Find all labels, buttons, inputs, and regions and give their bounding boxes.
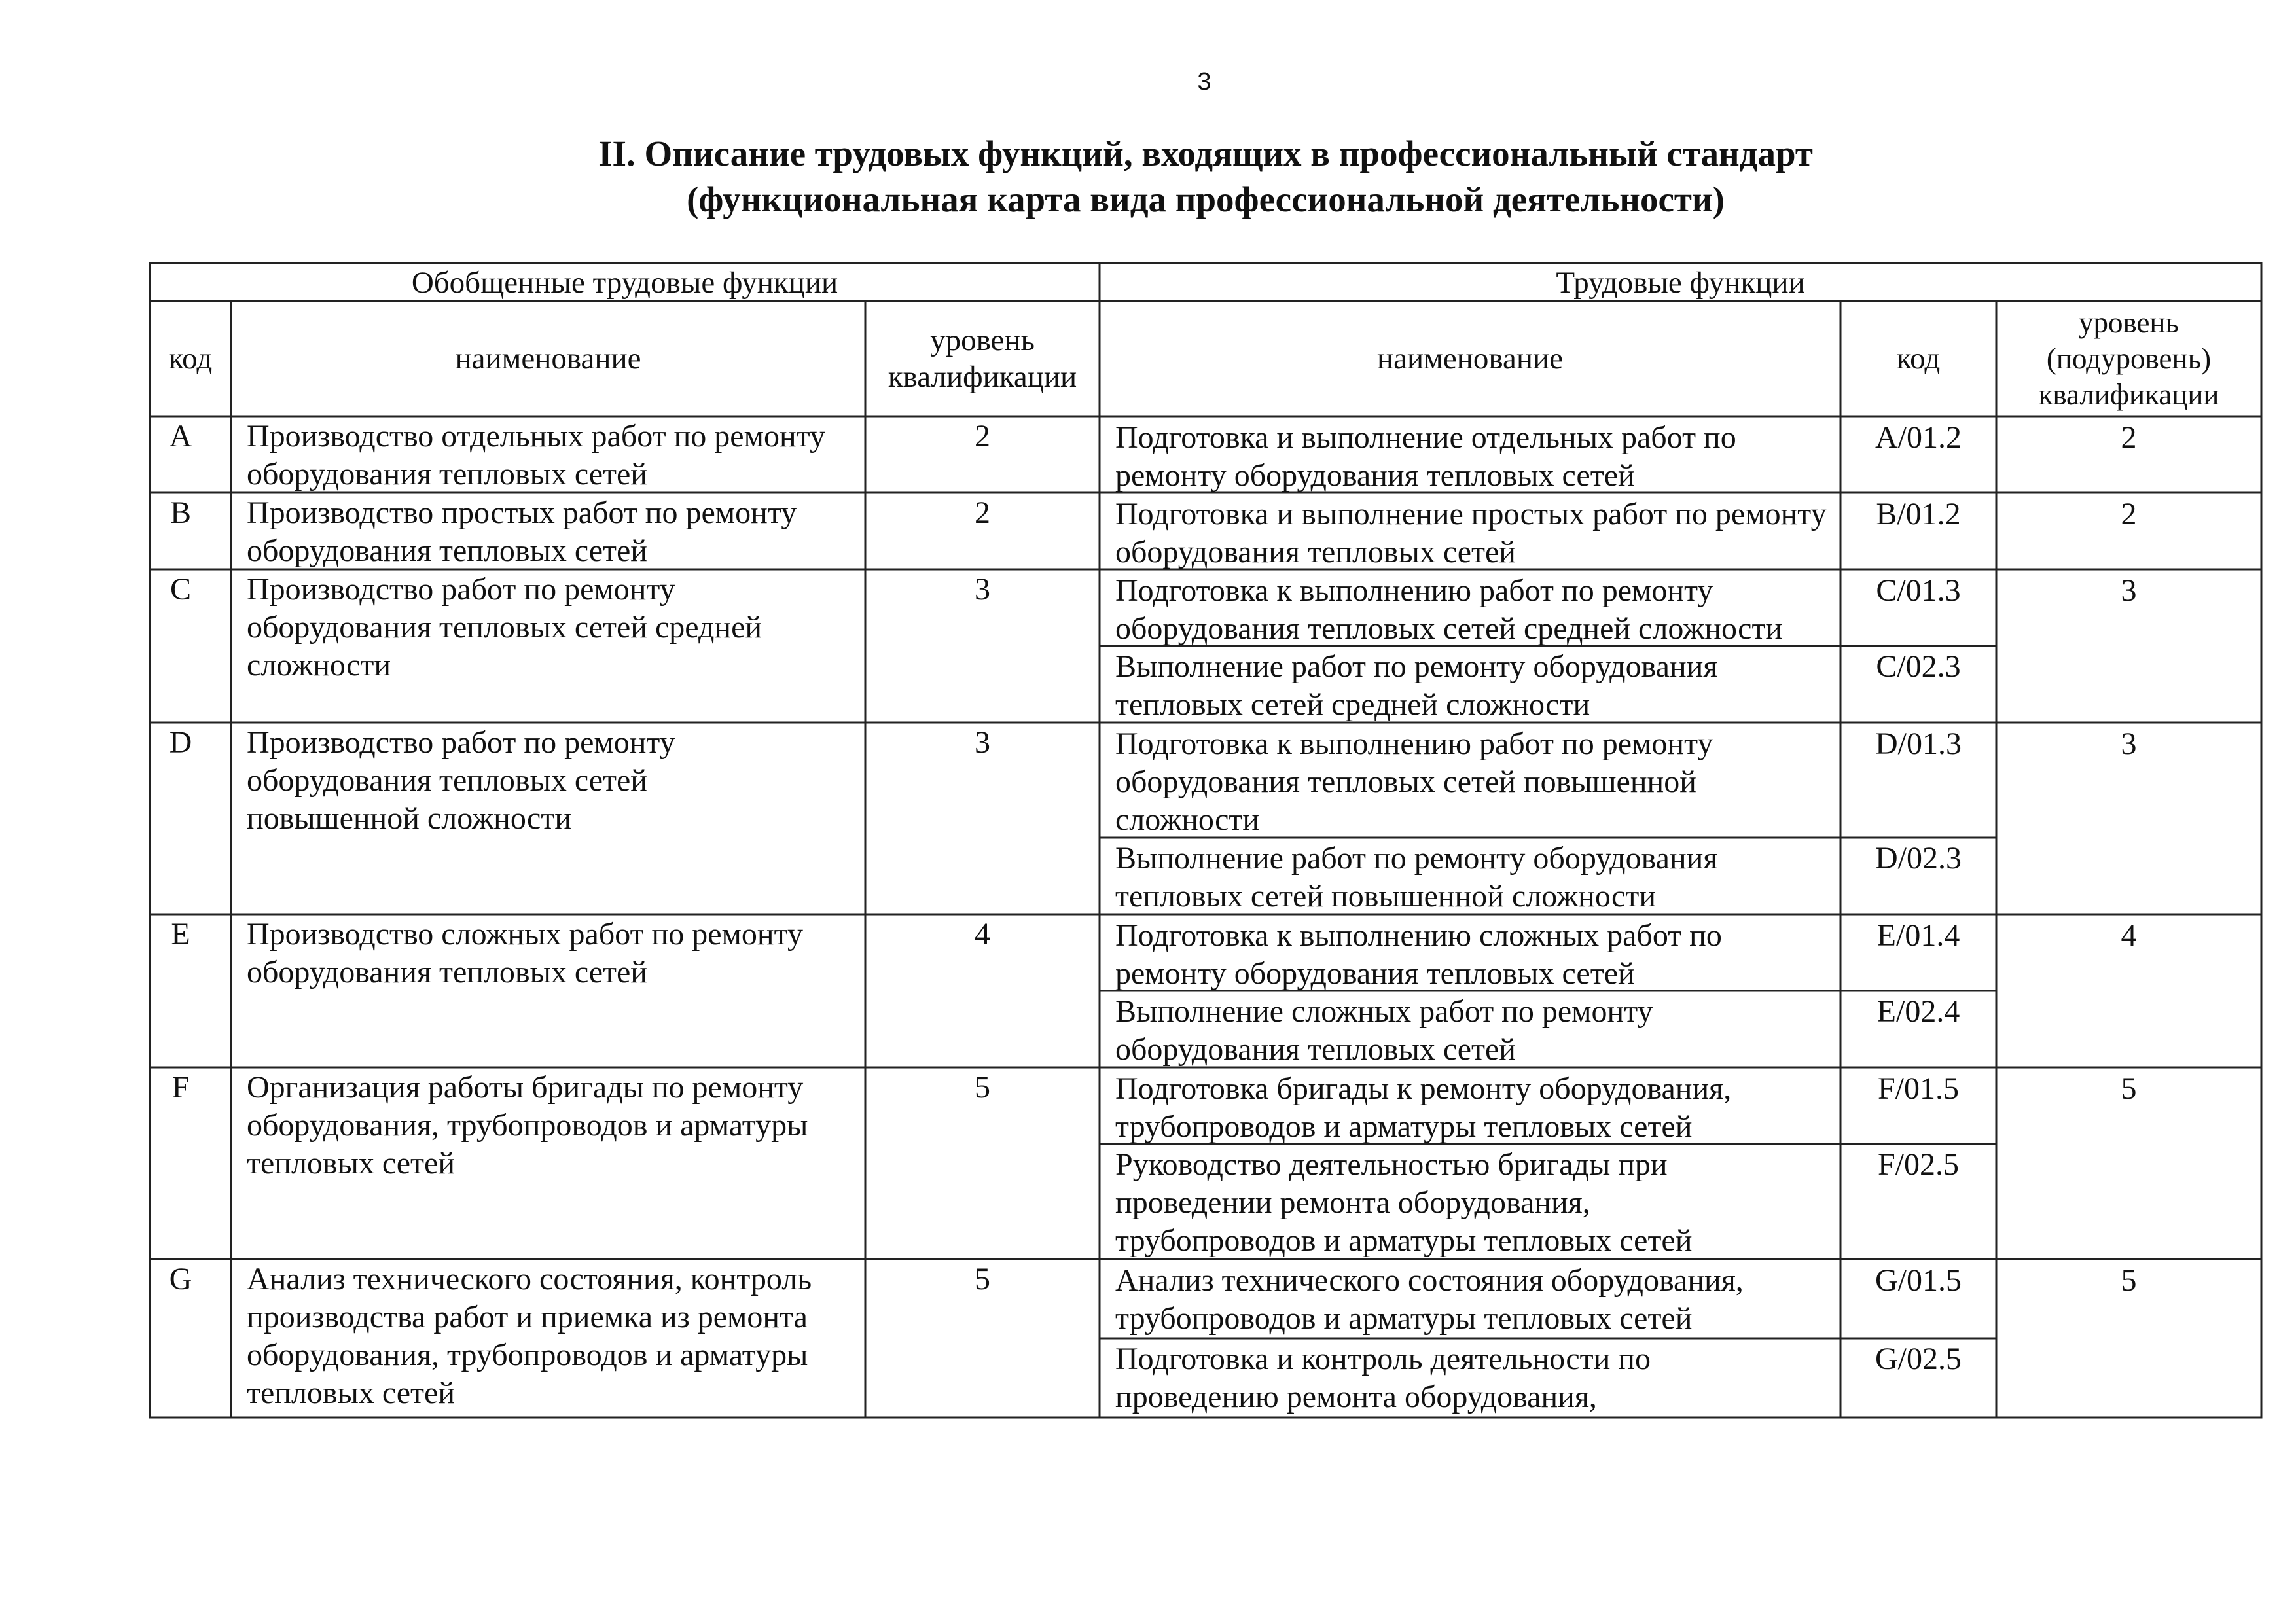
group-e-level: 4: [975, 917, 990, 952]
function-d-level: 3: [2121, 726, 2137, 761]
group-d-code: D: [169, 725, 192, 760]
title-line-2: (функциональная карта вида профессиональной деятельности): [687, 179, 1725, 219]
group-b-code: B: [170, 495, 191, 530]
group-g-code: G: [169, 1262, 192, 1296]
group-d-level: 3: [975, 725, 990, 760]
group-a-name: Производство отдельных работ по ремонту оборудования тепловых сетей: [247, 419, 825, 491]
function-e-02-name: Выполнение сложных работ по ремонту оборудования тепловых сетей: [1115, 994, 1653, 1067]
group-e-code: E: [171, 917, 190, 952]
header-function-qualification-level: уровень (подуровень) квалификации: [2038, 306, 2219, 411]
function-f-01-name: Подготовка бригады к ремонту оборудования, трубопроводов и арматуры тепловых сетей: [1115, 1071, 1732, 1144]
function-g-level: 5: [2121, 1263, 2137, 1298]
function-g-02-code: G/02.5: [1875, 1342, 1962, 1376]
title-line-1: II. Описание трудовых функций, входящих в профессиональный стандарт: [598, 134, 1813, 173]
group-c-code: C: [170, 572, 191, 607]
function-f-02-code: F/02.5: [1877, 1147, 1960, 1182]
function-f-01-code: F/01.5: [1877, 1071, 1960, 1106]
group-f-name: Организация работы бригады по ремонту оборудования, трубопроводов и арматуры тепловых сетей: [247, 1070, 808, 1181]
function-d-02-code: D/02.3: [1875, 841, 1962, 876]
function-c-level: 3: [2121, 573, 2137, 608]
header-name: наименование: [455, 342, 641, 376]
function-b-level: 2: [2121, 497, 2137, 531]
page-number: 3: [1197, 68, 1211, 96]
group-g-name: Анализ технического состояния, контроль производства работ и приемка из ремонта оборудования, трубопроводов и арматуры тепловых сетей: [247, 1262, 812, 1410]
function-a-01-name: Подготовка и выполнение отдельных работ по ремонту оборудования тепловых сетей: [1115, 420, 1736, 493]
function-b-01-name: Подготовка и выполнение простых работ по ремонту оборудования тепловых сетей: [1115, 497, 1827, 569]
header-qualification-level: уровень квалификации: [888, 323, 1077, 394]
group-f-code: F: [171, 1070, 190, 1105]
header-generalized-functions: Обобщенные трудовые функции: [411, 266, 838, 300]
group-f-level: 5: [975, 1070, 990, 1105]
group-d-name: Производство работ по ремонту оборудования тепловых сетей повышенной сложности: [247, 725, 675, 836]
function-f-02-name: Руководство деятельностью бригады при проведении ремонта оборудования, трубопроводов и арматуры тепловых сетей: [1115, 1147, 1693, 1258]
group-b-level: 2: [975, 495, 990, 530]
group-c-level: 3: [975, 572, 990, 607]
function-e-02-code: E/02.4: [1876, 994, 1960, 1029]
header-function-code: код: [1896, 342, 1941, 376]
function-e-01-code: E/01.4: [1876, 918, 1960, 953]
function-c-02-code: C/02.3: [1876, 649, 1961, 684]
function-g-01-code: G/01.5: [1875, 1263, 1962, 1298]
function-c-02-name: Выполнение работ по ремонту оборудования тепловых сетей средней сложности: [1115, 649, 1718, 722]
function-g-01-name: Анализ технического состояния оборудования, трубопроводов и арматуры тепловых сетей: [1115, 1263, 1744, 1336]
group-a-level: 2: [975, 419, 990, 454]
function-g-02-name: Подготовка и контроль деятельности по проведению ремонта оборудования,: [1115, 1342, 1651, 1414]
group-e-name: Производство сложных работ по ремонту оборудования тепловых сетей: [247, 917, 803, 990]
function-d-01-name: Подготовка к выполнению работ по ремонту оборудования тепловых сетей повышенной сложности: [1115, 726, 1713, 837]
function-a-01-code: A/01.2: [1875, 420, 1962, 455]
function-b-01-code: B/01.2: [1876, 497, 1961, 531]
group-b-name: Производство простых работ по ремонту оборудования тепловых сетей: [247, 495, 797, 568]
group-g-level: 5: [975, 1262, 990, 1296]
header-function-name: наименование: [1376, 342, 1564, 376]
group-a-code: A: [169, 419, 192, 454]
function-a-level: 2: [2121, 420, 2137, 455]
group-c-name: Производство работ по ремонту оборудования тепловых сетей средней сложности: [247, 572, 762, 683]
function-d-02-name: Выполнение работ по ремонту оборудования тепловых сетей повышенной сложности: [1115, 841, 1718, 914]
function-f-level: 5: [2121, 1071, 2137, 1106]
header-code: код: [168, 342, 213, 376]
function-c-01-code: C/01.3: [1876, 573, 1961, 608]
header-labor-functions: Трудовые функции: [1556, 266, 1805, 300]
function-c-01-name: Подготовка к выполнению работ по ремонту оборудования тепловых сетей средней сложности: [1115, 573, 1783, 646]
function-e-01-name: Подготовка к выполнению сложных работ по ремонту оборудования тепловых сетей: [1115, 918, 1722, 991]
function-d-01-code: D/01.3: [1875, 726, 1962, 761]
function-e-level: 4: [2121, 918, 2137, 953]
